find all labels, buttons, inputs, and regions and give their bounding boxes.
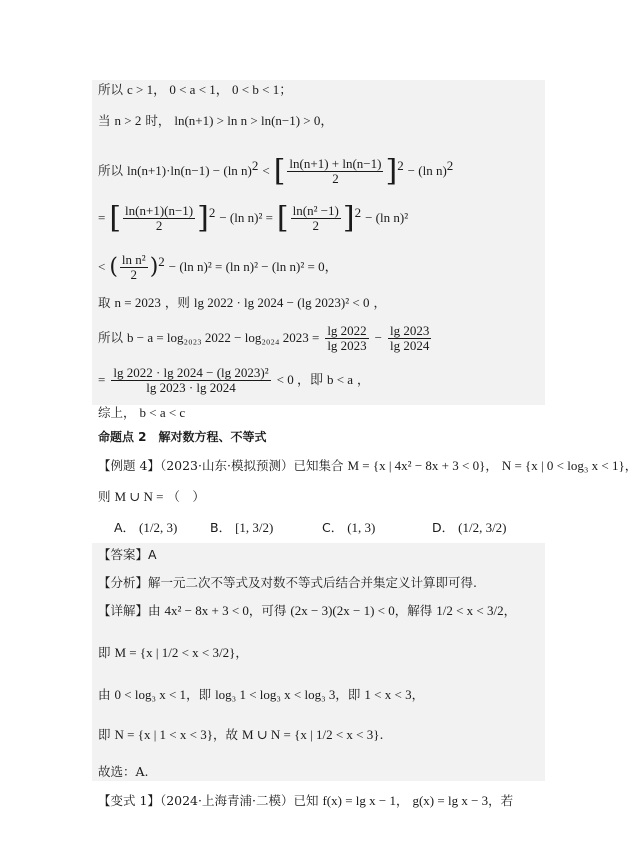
proof-line-6: 取 n = 2023 ，则 lg 2022 · lg 2024 − (lg 2023)² < 0 ， bbox=[98, 295, 386, 310]
detail-line-4: 即 N = {x | 1 < x < 3}，故 M ∪ N = {x | 1/2 < x < 3}. bbox=[98, 727, 384, 742]
set-n: N = {x | 0 < log₃ x < 1} bbox=[501, 458, 625, 473]
answer-line: 【答案】A bbox=[98, 547, 157, 562]
proof-line-5-fraction: $\frac{\text{ln n²}}{2}$ bbox=[121, 252, 146, 283]
option-d[interactable]: D． (1/2, 3/2) bbox=[432, 520, 507, 535]
proof-line-7-fraction-1: $\frac{\lg 2022}{\lg 2023}$ bbox=[327, 323, 367, 353]
proof-line-5: < ( $\frac{\text{ln n²}}{2}$ )$^2$ − (ln n)² = (ln n)² − (ln n)² = 0， bbox=[98, 252, 338, 283]
proof-line-8: = $\frac{\text{lg 2022 · lg 2024 − (lg 2023)²}}{\lg 2023 \cdot \lg 2024}$ < 0 ，即 b < a ， bbox=[98, 365, 370, 395]
proof-line-2: 当 n > 2 时， ln(n+1) > ln n > ln(n−1) > 0， bbox=[98, 113, 334, 128]
proof-line-4-fraction-2: $\frac{\text{ln(n² −1)}}{2}$ bbox=[292, 203, 339, 234]
proof-line-8-fraction: $\frac{\text{lg 2022 · lg 2024 − (lg 2023)²}}{\lg 2023 \cdot \lg 2024}$ bbox=[113, 365, 269, 395]
answer-value: A bbox=[148, 547, 157, 562]
proof-line-7-fraction-2: $\frac{\lg 2023}{\lg 2024}$ bbox=[390, 323, 430, 353]
detail-line-2: 即 M = {x | 1/2 < x < 3/2}， bbox=[98, 645, 248, 660]
option-c[interactable]: C． (1, 3) bbox=[322, 520, 376, 535]
option-a[interactable]: A． (1/2, 3) bbox=[114, 520, 178, 535]
section-title: 命题点 2 解对数方程、不等式 bbox=[98, 430, 267, 444]
detail-choice: 故选：A. bbox=[98, 764, 149, 779]
detail-line-3: 由 0 < log₃ x < 1，即 log₃ 1 < log₃ x < log₃ 3，即 1 < x < 3， bbox=[98, 687, 425, 702]
example-4-statement: 【例题 4】（2023·山东·模拟预测）已知集合 M = {x | 4x² − 8x + 3 < 0}， N = {x | 0 < log₃ x < 1}， bbox=[98, 458, 638, 473]
set-m: M = {x | 4x² − 8x + 3 < 0} bbox=[347, 458, 486, 473]
proof-line-4-fraction-1: $\frac{\ln(n+1)(n-1)}{2}$ bbox=[125, 203, 194, 234]
detail-line-1: 【详解】由 4x² − 8x + 3 < 0，可得 (2x − 3)(2x − 1) < 0，解得 1/2 < x < 3/2， bbox=[98, 603, 517, 618]
proof-line-3-fraction: $\frac{\ln(n+1) + \ln(n-1)}{2}$ bbox=[289, 156, 382, 187]
proof-line-1-math: c > 1， 0 < a < 1， 0 < b < 1； bbox=[127, 82, 293, 97]
option-b[interactable]: B． [1, 3/2) bbox=[210, 520, 274, 535]
proof-line-7: 所以 b − a = log₂₀₂₃ 2022 − log₂₀₂₄ 2023 = $\frac{\lg 2022}{\lg 2023}$ − $\frac{\lg 2023}{\lg 2024}$ bbox=[98, 323, 430, 353]
analysis-line: 【分析】解一元二次不等式及对数不等式后结合并集定义计算即可得. bbox=[98, 575, 477, 590]
proof-line-3: 所以 ln(n+1)·ln(n−1) − (ln n)$^2$ < [ $\frac{\ln(n+1) + \ln(n-1)}{2}$ ]$^2$ − (ln n)$^2$ bbox=[98, 153, 454, 189]
proof-line-1: 所以 c > 1， 0 < a < 1， 0 < b < 1； bbox=[98, 82, 293, 97]
proof-line-9: 综上， b < a < c bbox=[98, 405, 186, 420]
variant-1-statement: 【变式 1】（2024·上海青浦·二模）已知 f(x) = lg x − 1， g(x) = lg x − 3，若 bbox=[98, 793, 514, 808]
example-4-question: 则 M ∪ N = （ ） bbox=[98, 489, 205, 504]
proof-line-4: = [ $\frac{\ln(n+1)(n-1)}{2}$ ]$^2$ − (ln n)² = [ $\frac{\text{ln(n² −1)}}{2}$ ]$^2$ − (ln n)² bbox=[98, 200, 409, 236]
